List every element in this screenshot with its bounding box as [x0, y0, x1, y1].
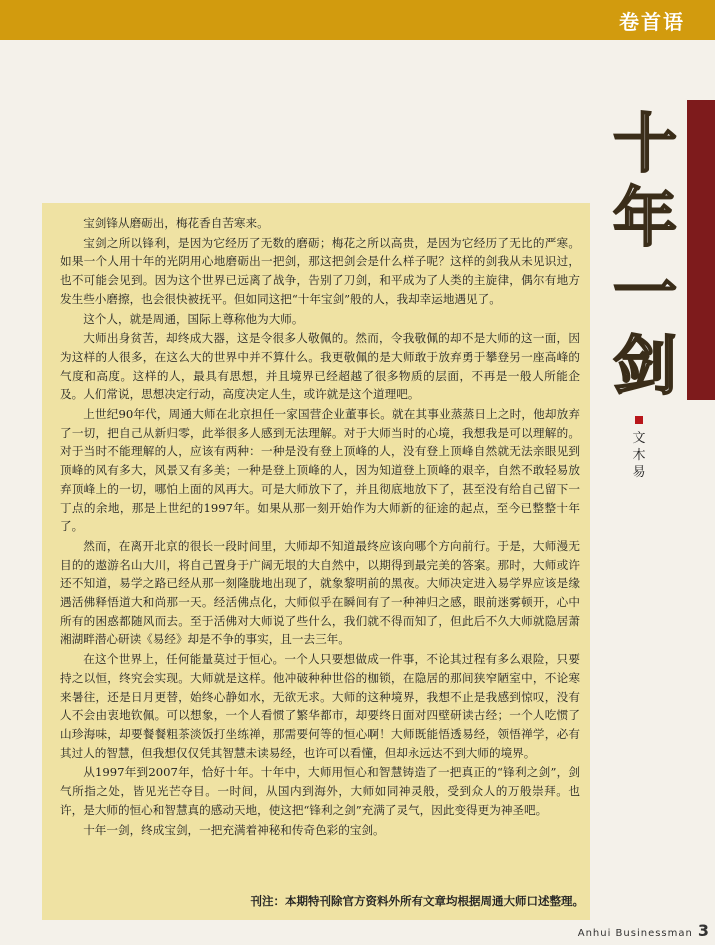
author-byline [619, 416, 659, 481]
paragraph: 宝剑之所以锋利，是因为它经历了无数的磨砺；梅花之所以高贵，是因为它经历了无比的严寒。如果一个人用十年的光阴用心地磨砺出一把剑，那这把剑会是什么样子呢？这样的剑我从未见识过，也不可能会见到。因为这个世界已远离了战争，告别了刀剑，和平成为了人类的主旋律，偶尔有地方发生些小磨擦，也会很快被抚平。但如同这把“十年宝剑”般的人，我却幸运地遇见了。 [60, 235, 580, 306]
page-number: 3 [697, 921, 709, 940]
byline-char: 文 [632, 431, 646, 446]
paragraph: 十年一剑，终成宝剑，一把充满着神秘和传奇色彩的宝剑。 [83, 822, 385, 837]
section-label: 卷首语 [619, 10, 685, 34]
article-title [605, 108, 685, 404]
section-header-bar [0, 0, 715, 40]
byline-char: 易 [632, 465, 646, 480]
magazine-name: Anhui Businessman [577, 928, 693, 939]
red-square-bullet [635, 416, 643, 424]
page-footer [578, 921, 709, 940]
paragraph: 然而，在离开北京的很长一段时间里，大师却不知道最终应该向哪个方向前行。于是，大师漫无目的的遨游名山大川，将自己置身于广阔无垠的大自然中，以期得到最完美的答案。那时，大师或许还不知道，易学之路已经从那一刻隆胧地出现了，就象黎明前的黑夜。大师决定进入易学界应该是缘遇活佛释悟道大和尚那一天。经活佛点化，大师似乎在瞬间有了一种神归之感，眼前迷雾顿开，心中所有的困惑都随风而去。至于活佛对大师说了些什么，我们就不得而知了，但此后不久大师就隐居萧湘湖畔潜心研读《易经》却是不争的事实，且一去三年。 [60, 538, 580, 647]
paragraph: 宝剑锋从磨砺出，梅花香自苦寒来。 [83, 216, 269, 230]
paragraph: 上世纪90年代，周通大师在北京担任一家国营企业董事长。就在其事业蒸蒸日上之时，他却放弃了一切，把自己从新归零，此举很多人感到无法理解。对于大师当时的心境，我想我是可以理解的。对于当时不能理解的人，应该有两种：一种是没有登上顶峰的人，没有登上顶峰自然就无法亲眼见到顶峰的风有多大，风景又有多美；一种是登上顶峰的人，因为知道登上顶峰的艰辛，自然不敢轻易放弃顶峰上的一切，哪怕上面的风再大。可是大师放下了，并且彻底地放下了，甚至没有给自己留下一丁点的余地，那是上世纪的1997年。如果从那一刻开始作为大师新的征途的起点，至今已整整十年了。 [60, 407, 580, 534]
paragraph: 从1997年到2007年，恰好十年。十年中，大师用恒心和智慧铸造了一把真正的“锋利之剑”，剑气所指之处，皆见光芒夺目。一时间，从国内到海外，大师如同神灵般，受到众人的万般崇拜。也许，是大师的恒心和智慧真的感动天地，使这把“锋利之剑”充满了灵气，因此变得更为神圣吧。 [60, 765, 580, 817]
title-char: 一 [613, 256, 677, 330]
article-body [60, 214, 580, 840]
paragraph: 在这个世界上，任何能量莫过于恒心。一个人只要想做成一件事，不论其过程有多么艰险，只要持之以恒，终究会实现。大师就是这样。他冲破种种世俗的枷锁，在隐居的那间狭窄陋室中，不论寒来暑往，还是日月更替，始终心静如水，无欲无求。大师的这种境界，我想不止是我感到惊叹，没有人不会由衷地钦佩。可以想象，一个人看惯了繁华都市，却要终日面对四壁研读古经；一个人吃惯了山珍海味，却要餐餐粗茶淡饭打坐练禅，那需要何等的恒心啊！大师既能悟透易经，领悟禅学，必有其过人的智慧，但我想仅仅凭其智慧未读易经，也许可以看懂，但却永远达不到大师的境界。 [60, 652, 580, 760]
byline-char: 木 [632, 448, 646, 463]
accent-bar [687, 100, 715, 400]
editor-note: 刊注：本期特刊除官方资料外所有文章均根据周通大师口述整理。 [250, 894, 584, 908]
title-char: 十 [613, 108, 677, 182]
title-char: 年 [613, 182, 677, 256]
paragraph: 这个人，就是周通，国际上尊称他为大师。 [83, 311, 304, 326]
paragraph: 大师出身贫苦，却终成大器，这是令很多人敬佩的。然而，令我敬佩的却不是大师的这一面，因为这样的人很多，在这么大的世界中并不算什么。我更敬佩的是大师敢于放弃勇于攀登另一座高峰的气度和高度。这样的人，最具有思想，并且境界已经超越了很多物质的层面，不再是一般人所能企及。人们常说，思想决定行动，高度决定人生，或许就是这个道理吧。 [60, 331, 580, 402]
title-char: 剑 [613, 330, 677, 404]
